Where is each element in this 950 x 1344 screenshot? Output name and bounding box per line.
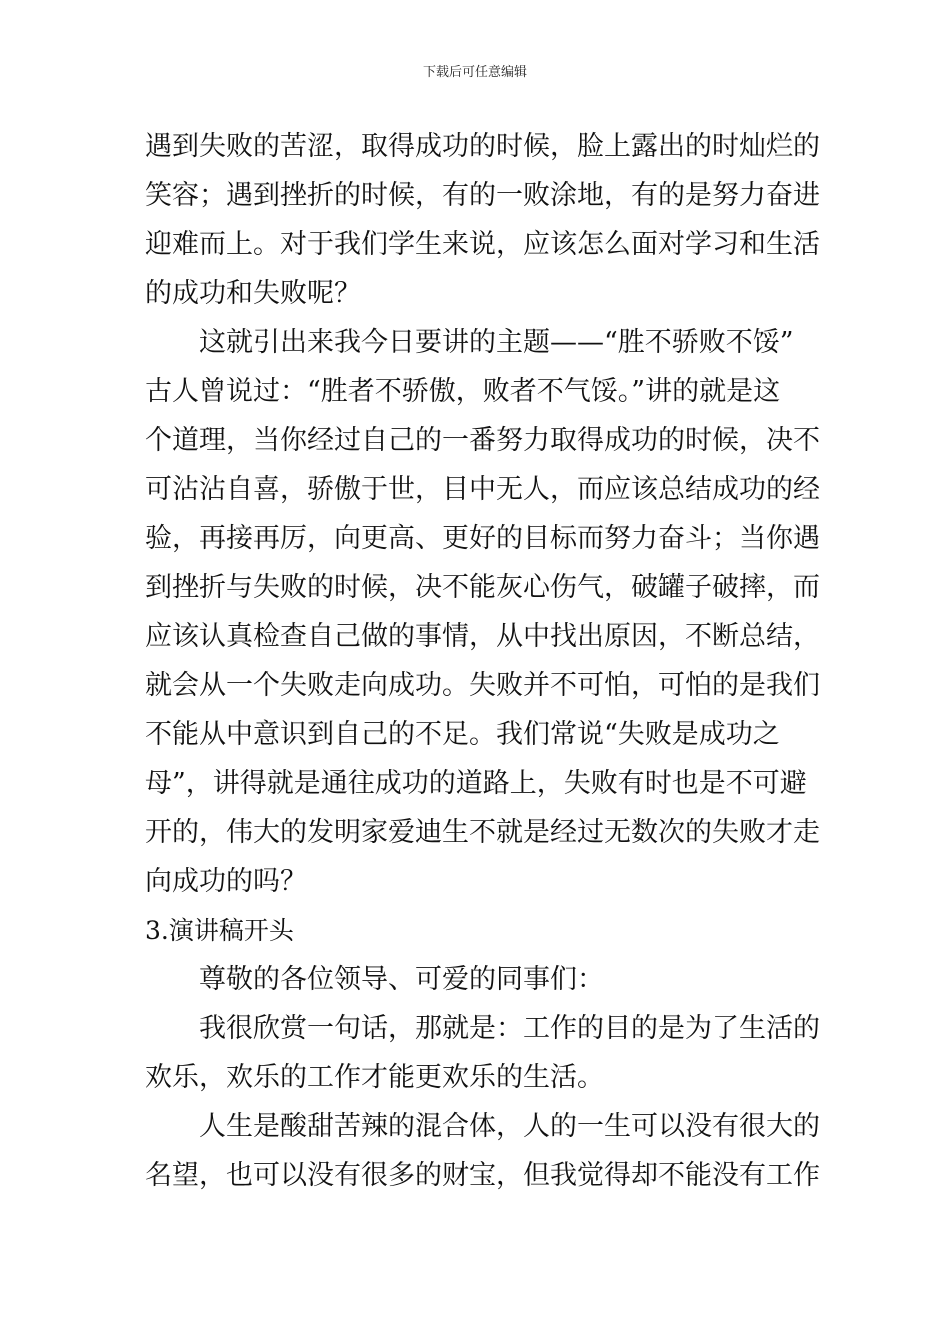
paragraph-first-line: 我很欣赏一句话，那就是：工作的目的是为了生活的 [199,1013,820,1044]
salutation: 尊敬的各位领导、可爱的同事们： [199,964,604,995]
text-line: 就会从一个失败走向成功。失败并不可怕，可怕的是我们 [145,670,820,701]
text-line: 欢乐，欢乐的工作才能更欢乐的生活。 [145,1062,604,1093]
text-line: 个道理，当你经过自己的一番努力取得成功的时候，决不 [145,425,820,456]
paragraph-first-line: 这就引出来我今日要讲的主题——“胜不骄败不馁” [199,327,794,358]
text-line: 迎难而上。对于我们学生来说，应该怎么面对学习和生活 [145,229,820,260]
text-line: 不能从中意识到自己的不足。我们常说“失败是成功之 [145,719,780,750]
paragraph-first-line: 人生是酸甜苦辣的混合体，人的一生可以没有很大的 [199,1111,820,1142]
text-line: 开的，伟大的发明家爱迪生不就是经过无数次的失败才走 [145,817,820,848]
text-line: 遇到失败的苦涩，取得成功的时候，脸上露出的时灿烂的 [145,131,820,162]
text-line: 可沾沾自喜，骄傲于世，目中无人，而应该总结成功的经 [145,474,820,505]
text-line: 向成功的吗？ [145,866,307,897]
page-header: 下载后可任意编辑 [422,65,527,80]
document-body [145,122,820,1200]
text-line: 笑容；遇到挫折的时候，有的一败涂地，有的是努力奋进 [145,180,820,211]
section-heading: 3.演讲稿开头 [145,916,294,945]
text-line: 到挫折与失败的时候，决不能灰心伤气，破罐子破摔，而 [145,572,820,603]
text-line: 应该认真检查自己做的事情，从中找出原因，不断总结， [145,621,820,652]
text-line: 母”，讲得就是通往成功的道路上，失败有时也是不可避 [145,768,807,799]
text-line: 名望，也可以没有很多的财宝，但我觉得却不能没有工作 [145,1160,820,1191]
text-line: 古人曾说过：“胜者不骄傲，败者不气馁。”讲的就是这 [145,376,781,407]
text-line: 的成功和失败呢？ [145,278,361,309]
text-line: 验，再接再厉，向更高、更好的目标而努力奋斗；当你遇 [145,523,820,554]
